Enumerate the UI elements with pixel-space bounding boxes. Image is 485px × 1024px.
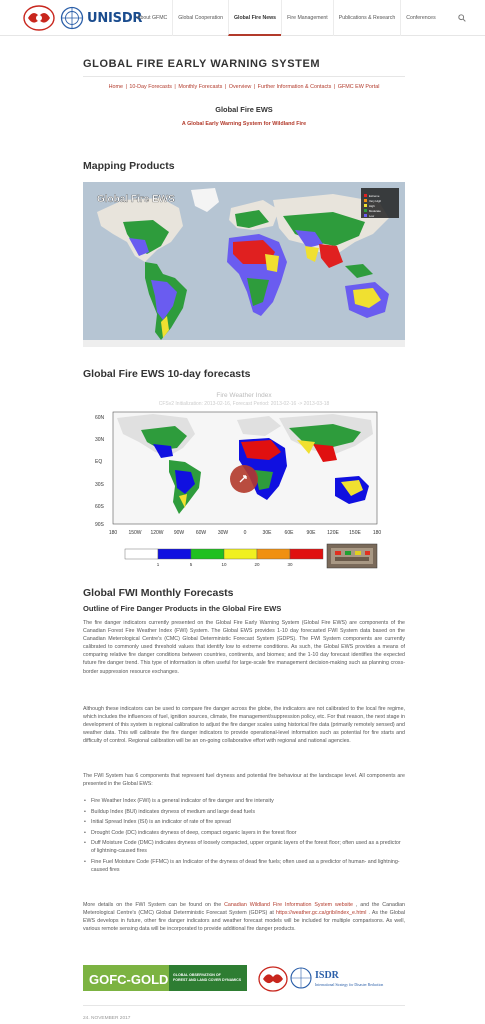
un-emblem-icon [60, 6, 84, 30]
lon-tick-label: 120E [327, 530, 339, 536]
lat-tick-label: 30N [95, 437, 105, 443]
mapping-products-heading: Mapping Products [83, 160, 175, 172]
list-item: • Initial Spread Index (ISI) is an indicator of rate of fire spread [83, 818, 405, 826]
lon-tick-label: 90W [173, 530, 185, 536]
monthly-heading: Global FWI Monthly Forecasts [83, 587, 234, 599]
scale-tick-label: 20 [254, 562, 260, 567]
paragraph-3: The FWI System has 6 components that represent fuel dryness and potential fire behaviour at the landscape level. All components are presented in the Global EWS: [83, 773, 405, 788]
lon-tick-label: 180 [372, 530, 382, 536]
sub-navigation: Home | 10-Day Forecasts | Monthly Forecasts | Overview | Further Information & Contacts | GFMC EW Portal [108, 84, 380, 90]
site-header [0, 0, 485, 36]
gfmc-seal-icon [263, 974, 283, 983]
isdr-label: ISDR [315, 970, 339, 981]
logo-text: UNISDR [87, 10, 143, 26]
scale-tick-label: 5 [189, 562, 193, 567]
cwfis-link[interactable]: Canadian Wildland Fire Information System website [224, 902, 353, 908]
play-video-icon[interactable] [230, 465, 258, 493]
nav-publications-research[interactable]: Publications & Research [333, 0, 401, 36]
subnav-ew-portal[interactable]: GFMC EW Portal [337, 84, 380, 90]
lon-tick-label: 150E [349, 530, 361, 536]
gofc-subtitle: GLOBAL OBSERVATION OF FOREST AND LAND COVER DYNAMICS [173, 973, 242, 982]
scale-tick-label: 10 [221, 562, 227, 567]
lon-tick-label: 30W [217, 530, 229, 536]
gfmc-seal-icon [22, 4, 56, 32]
fwi-color-scale [125, 549, 323, 567]
subnav-further-info[interactable]: Further Information & Contacts [257, 84, 332, 90]
lon-tick-label: 0 [243, 530, 247, 536]
scale-tick-label: 30 [287, 562, 293, 567]
nav-conferences[interactable]: Conferences [400, 0, 440, 36]
page-title: GLOBAL FIRE EARLY WARNING SYSTEM [83, 58, 321, 70]
gofc-gold-logo[interactable] [83, 965, 247, 991]
fwi-components-list [83, 797, 405, 877]
search-icon[interactable] [458, 14, 466, 22]
world-fire-map-image [83, 182, 405, 347]
legend-label: Very High [369, 199, 382, 203]
title-divider [83, 76, 405, 77]
lat-tick-label: 60N [95, 415, 105, 421]
lon-tick-label: 150W [128, 530, 142, 536]
legend-label: Low [369, 214, 375, 218]
lat-tick-label: EQ [95, 459, 103, 465]
scale-swatch [257, 549, 290, 559]
global-fire-ews-map[interactable] [83, 182, 405, 347]
subnav-10day[interactable]: 10-Day Forecasts [129, 84, 172, 90]
paragraph-1: The fire danger indicators currently presented on the Global Fire Early Warning System (Global Fire EWS) are components of the Canadian Forest Fire Weather Index (FWI) System. The Global EWS provides 1-10 day forecasted FWI System data based on the Canadian Meterological Centre's (CMC) Global Deterministic Forecast System (GDPS). The FWI System components are currently calibrated to commonly used threshold values that identify low to extreme conditions. As such, the Global EWS provides a means of comparing relative fire danger conditions between countries, continents, and biomes; and the 1-10 day forecast identifies the expected future fire danger trend. This type of information is often useful for large-scale fire management decision-making such as planning cross-border suppression resource exchanges. [83, 620, 405, 675]
lon-tick-label: 120W [150, 530, 164, 536]
ews-title: Global Fire EWS [215, 105, 273, 114]
paragraph-2: Although these indicators can be used to compare fire danger across the globe, the indicators are not calibrated to the local fire regime, which includes the influences of fuel, ignition sources, climate, fire management/suppression policy, etc. For that reason, the next stage in development of this system is regional calibration to adjust the fire danger scales using historical fire data (primarily remotely sensed) and weather data. This will calibrate the fire danger indicators to provide operational-level information such as potential for fire starts and difficulty of control. Regional calibration will be an on-going collaborative effort with regional and national agencies. [83, 706, 406, 745]
scale-swatch [125, 549, 158, 559]
subnav-overview[interactable]: Overview [228, 84, 252, 90]
scale-swatch [191, 549, 224, 559]
legend-label: Moderate [369, 209, 381, 213]
main-nav [137, 0, 441, 36]
scale-swatch [224, 549, 257, 559]
subnav-home[interactable]: Home [108, 84, 123, 90]
lat-tick-label: 60S [95, 504, 104, 510]
fwi-subtitle: CFSv2 Initialization: 2013-02-16, Forecast Period: 2013-02-16 -> 2013-03-18 [158, 401, 330, 407]
nav-fire-management[interactable]: Fire Management [281, 0, 333, 36]
lon-tick-label: 60W [195, 530, 207, 536]
list-item: • Fine Fuel Moisture Code (FFMC) is an Indicator of the dryness of dead fine fuels; often used as a predictor of human- and lightning-caused fires [83, 858, 405, 874]
lon-tick-label: 30E [262, 530, 272, 536]
gofc-label: GOFC-GOLD [89, 972, 169, 987]
lon-tick-label: 90E [306, 530, 316, 536]
fwi-thumbnail[interactable] [327, 544, 377, 568]
lat-tick-label: 30S [95, 482, 104, 488]
paragraph-4: More details on the FWI System can be found on the Canadian Wildland Fire Information System website , and the Canadian Meterological Centre's (CMC) Global Deterministic Forecast System (GDPS) at https://weather.gc.ca/grib/index_e.html . As the Global EWS develops in future, other fire danger indicators and weather forecast models will be included for multiple comparisons. As well, various remote sensing data will be incorporated to provide additional fire danger products. [83, 902, 405, 933]
footer-divider [83, 1005, 405, 1006]
forecast10-heading: Global Fire EWS 10-day forecasts [83, 368, 251, 380]
list-item: • Duff Moisture Code (DMC) indicates dryness of loosely compacted, upper organic layers of the forest floor; often used as a predictor of lightning-caused fires [83, 839, 405, 855]
post-date: 24. NOVEMBER 2017 [83, 1016, 131, 1021]
lon-tick-label: 180 [108, 530, 118, 536]
legend-label: Extreme [369, 194, 380, 198]
list-item: • Fire Weather Index (FWI) is a general indicator of fire danger and fire intensity [83, 797, 405, 805]
list-item: • Buildup Index (BUI) indicates dryness of medium and large dead fuels [83, 808, 405, 816]
subnav-monthly[interactable]: Monthly Forecasts [178, 84, 223, 90]
fwi-forecast-image [83, 390, 405, 570]
scale-swatch [158, 549, 191, 559]
monthly-subheading: Outline of Fire Danger Products in the Global Fire EWS [83, 604, 282, 613]
isdr-sub: International Strategy for Disaster Reduction [315, 983, 384, 987]
site-logo[interactable] [22, 2, 142, 34]
nav-global-cooperation[interactable]: Global Cooperation [172, 0, 228, 36]
fwi-10day-forecast-map[interactable] [83, 390, 405, 570]
scale-tick-label: 1 [156, 562, 160, 567]
scale-swatch [290, 549, 323, 559]
isdr-logo[interactable] [259, 967, 383, 991]
partner-logos [83, 962, 405, 996]
gdps-link[interactable]: https://weather.gc.ca/grib/index_e.html [276, 910, 367, 917]
fwi-title: Fire Weather Index [216, 392, 272, 399]
ews-subtitle: A Global Early Warning System for Wildland Fire [181, 121, 307, 127]
map-title-text: Global Fire EWS [97, 194, 175, 205]
nav-about-gfmc[interactable]: About GFMC [137, 15, 168, 21]
lat-tick-label: 90S [95, 522, 104, 528]
legend-label: High [369, 204, 375, 208]
map-legend [361, 188, 399, 218]
nav-global-fire-news[interactable]: Global Fire News [228, 0, 281, 36]
list-item: • Drought Code (DC) indicates dryness of deep, compact organic layers in the forest floor [83, 829, 405, 837]
lon-tick-label: 60E [284, 530, 294, 536]
